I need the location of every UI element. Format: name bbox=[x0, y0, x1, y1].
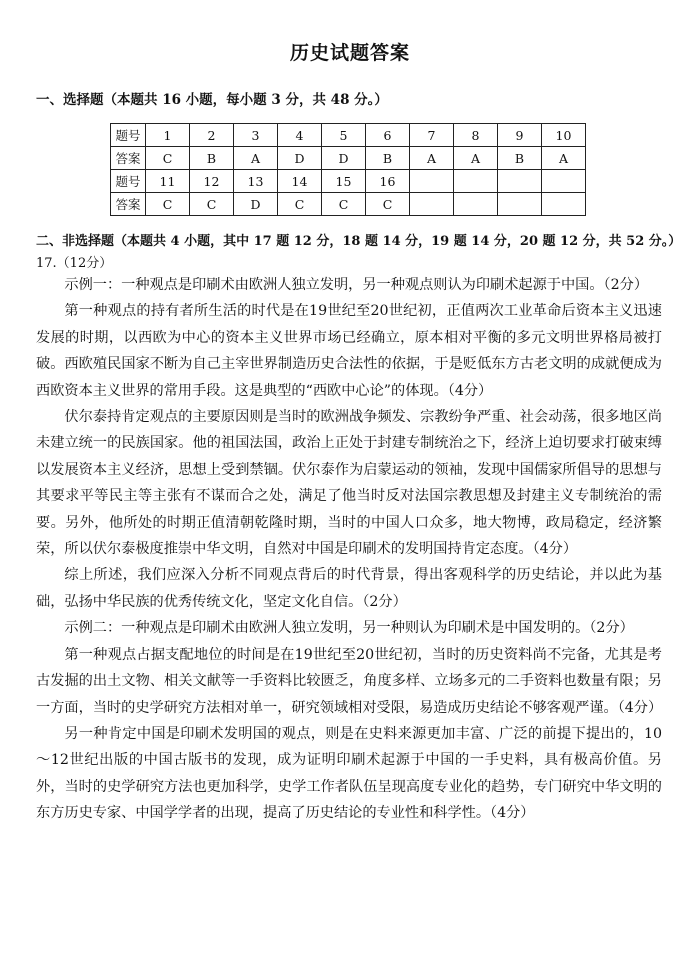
table-cell bbox=[454, 193, 498, 216]
table-cell: 答案 bbox=[111, 193, 146, 216]
page-title: 历史试题答案 bbox=[289, 42, 410, 64]
table-cell: 7 bbox=[410, 124, 454, 147]
table-cell: 8 bbox=[454, 124, 498, 147]
paragraph: 综上所述，我们应深入分析不同观点背后的时代背景，得出客观科学的历史结论，并以此为基础，弘扬中华民族的优秀传统文化，坚定文化自信。（2分） bbox=[36, 567, 662, 610]
table-cell: B bbox=[498, 147, 542, 170]
table-cell bbox=[454, 170, 498, 193]
table-cell: D bbox=[322, 147, 366, 170]
table-cell bbox=[410, 193, 454, 216]
table-cell: A bbox=[454, 147, 498, 170]
table-row bbox=[111, 124, 586, 147]
table-row bbox=[111, 147, 586, 170]
section-2-heading: 二、非选择题（本题共 4 小题，其中 17 题 12 分，18 题 14 分，19 题 14 分，20 题 12 分，共 52 分。） bbox=[36, 234, 682, 249]
table-cell: C bbox=[146, 193, 190, 216]
table-cell: D bbox=[278, 147, 322, 170]
table-cell bbox=[542, 193, 586, 216]
table-cell: 3 bbox=[234, 124, 278, 147]
table-cell: C bbox=[190, 193, 234, 216]
table-cell: 14 bbox=[278, 170, 322, 193]
answer-body bbox=[36, 272, 662, 827]
table-cell: 题号 bbox=[111, 124, 146, 147]
answer-table bbox=[110, 123, 586, 216]
table-cell: 1 bbox=[146, 124, 190, 147]
paragraph: 示例一：一种观点是印刷术由欧洲人独立发明，另一种观点则认为印刷术起源于中国。（2分） bbox=[64, 277, 649, 293]
table-cell: D bbox=[234, 193, 278, 216]
table-cell: 9 bbox=[498, 124, 542, 147]
table-cell: C bbox=[366, 193, 410, 216]
paragraph: 示例二：一种观点是印刷术由欧洲人独立发明，另一种则认为印刷术是中国发明的。（2分） bbox=[64, 620, 634, 637]
paragraph: 第一种观点占据支配地位的时间是在19世纪至20世纪初，当时的历史资料尚不完备，尤其是考古发掘的出土文物、相关文献等一手资料比较匮乏，角度多样、立场多元的二手资料也数量有限；另一方面，当时的史学研究方法相对单一，研究领域相对受限，易造成历史结论不够客观严谨。（4分） bbox=[36, 646, 663, 716]
table-cell: B bbox=[366, 147, 410, 170]
table-cell: C bbox=[146, 147, 190, 170]
table-cell: 答案 bbox=[111, 147, 146, 170]
table-cell: 4 bbox=[278, 124, 322, 147]
table-cell: A bbox=[542, 147, 586, 170]
paragraph: 第一种观点的持有者所生活的时代是在19世纪至20世纪初，正值两次工业革命后资本主义迅速发展的时期，以西欧为中心的资本主义世界市场已经确立，原本相对平衡的多元文明世界格局被打破。西欧殖民国家不断为自己主宰世界制造历史合法性的依据，于是贬低东方古老文明的成就便成为西欧资本主义世界的常用手段。这是典型的“西欧中心论”的体现。（4分） bbox=[36, 303, 662, 399]
table-cell: 题号 bbox=[111, 170, 146, 193]
table-row bbox=[111, 170, 586, 193]
table-cell: A bbox=[410, 147, 454, 170]
table-cell: 11 bbox=[146, 170, 190, 193]
table-cell: C bbox=[322, 193, 366, 216]
table-cell bbox=[542, 170, 586, 193]
table-cell: 13 bbox=[234, 170, 278, 193]
table-cell: 12 bbox=[190, 170, 234, 193]
table-cell: 5 bbox=[322, 124, 366, 147]
table-cell: 2 bbox=[190, 124, 234, 147]
section-1-heading: 一、选择题（本题共 16 小题，每小题 3 分，共 48 分。） bbox=[36, 92, 388, 108]
table-cell bbox=[498, 170, 542, 193]
table-cell bbox=[410, 170, 454, 193]
table-cell bbox=[498, 193, 542, 216]
table-row bbox=[111, 193, 586, 216]
table-cell: 10 bbox=[542, 124, 586, 147]
table-cell: 15 bbox=[322, 170, 366, 193]
paragraph: 另一种肯定中国是印刷术发明国的观点，则是在史料来源更加丰富、广泛的前提下提出的，10～12世纪出版的中国古版书的发现，成为证明印刷术起源于中国的一手史料，具有极高价值。另外，当时的史学研究方法也更加科学，史学工作者队伍呈现高度专业化的趋势，专门研究中华文明的东方历史专家、中国学学者的出现，提高了历史结论的专业性和科学性。（4分） bbox=[36, 725, 662, 822]
paragraph: 伏尔泰持肯定观点的主要原因则是当时的欧洲战争频发、宗教纷争严重、社会动荡，很多地区尚未建立统一的民族国家。他的祖国法国，政治上正处于封建专制统治之下，经济上迫切要求打破束缚以发展资本主义经济，思想上受到禁锢。伏尔泰作为启蒙运动的领袖，发现中国儒家所倡导的思想与其要求平等民主等主张有不谋而合之处，满足了他当时反对法国宗教思想及封建主义专制统治的需要。另外，他所处的时期正值清朝乾隆时期，当时的中国人口众多，地大物博，政局稳定，经济繁荣，所以伏尔泰极度推崇中华文明，自然对中国是印刷术的发明国持肯定态度。（4分） bbox=[36, 409, 662, 558]
table-cell: C bbox=[278, 193, 322, 216]
table-cell: B bbox=[190, 147, 234, 170]
table-cell: 6 bbox=[366, 124, 410, 147]
question-17-label: 17.（12分） bbox=[36, 256, 113, 271]
table-cell: A bbox=[234, 147, 278, 170]
table-cell: 16 bbox=[366, 170, 410, 193]
